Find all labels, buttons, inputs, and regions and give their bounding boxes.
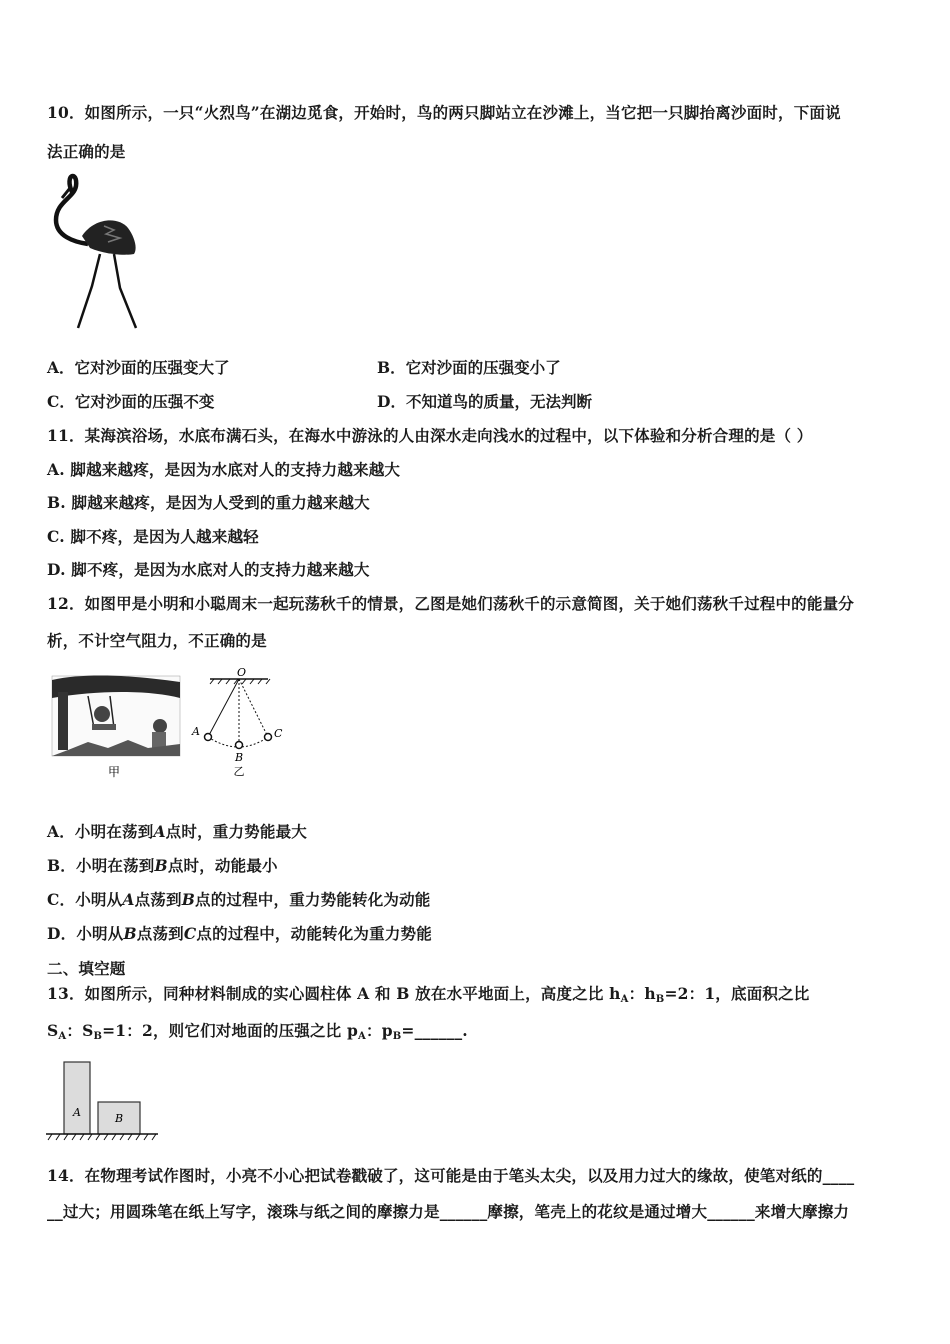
string-to-c: [239, 679, 268, 737]
flamingo-leg-left: [78, 254, 100, 328]
child-standing-body: [152, 732, 166, 748]
ball-a: [205, 734, 212, 741]
figure-label-yi: 乙: [233, 765, 245, 778]
q11-stem: 11．某海滨浴场，水底布满石头，在海水中游泳的人由深水走向浅水的过程中，以下体验和分析合理的是（ ）: [47, 426, 813, 445]
cylinder-b-label: B: [114, 1112, 124, 1125]
flamingo-figure: [44, 168, 144, 333]
cylinder-a-label: A: [73, 1106, 81, 1119]
figure-label-jia: 甲: [107, 765, 121, 779]
q10-option-c: C．它对沙面的压强不变: [47, 392, 215, 411]
swing-seat: [92, 724, 116, 730]
q10-option-a: A．它对沙面的压强变大了: [47, 358, 230, 377]
point-label-c: C: [274, 727, 283, 740]
q11-option-b: B. 脚越来越疼，是因为人受到的重力越来越大: [47, 493, 370, 512]
tree-trunk: [58, 692, 68, 750]
cylinders-figure: [44, 1058, 160, 1142]
q12-stem-line2: 析，不计空气阻力，不正确的是: [47, 631, 267, 650]
swing-scene-figure: [48, 668, 188, 780]
pendulum-diagram: [190, 665, 290, 780]
q12-option-a: A．小明在荡到A点时，重力势能最大: [47, 822, 307, 841]
q12-option-d: D．小明从B点荡到C点的过程中，动能转化为重力势能: [47, 924, 432, 943]
flamingo-leg-right: [114, 254, 136, 328]
ball-c: [265, 734, 272, 741]
q11-option-a: A. 脚越来越疼，是因为水底对人的支持力越来越大: [47, 460, 401, 479]
q10-option-d: D．不知道鸟的质量，无法判断: [377, 392, 592, 411]
q10-stem-line2: 法正确的是: [47, 142, 126, 161]
q11-option-d: D. 脚不疼，是因为水底对人的支持力越来越大: [47, 560, 370, 579]
ground-hatching: [48, 1134, 156, 1140]
point-label-o: O: [237, 666, 247, 679]
section-heading-fill-in: 二、填空题: [47, 959, 126, 978]
q11-option-c: C. 脚不疼，是因为人越来越轻: [47, 527, 259, 546]
child-standing: [153, 719, 167, 733]
string-to-a: [208, 679, 239, 737]
cylinder-a: [64, 1062, 90, 1134]
q14-stem-line2: __过大；用圆珠笔在纸上写字，滚珠与纸之间的摩擦力是______摩擦，笔壳上的花纹是通过增大______来增大摩擦力: [47, 1202, 850, 1221]
q14-stem-line1: 14．在物理考试作图时，小亮不小心把试卷戳破了，这可能是由于笔头太尖，以及用力过大的缘故，使笔对纸的____: [47, 1166, 855, 1185]
flamingo-neck: [56, 176, 88, 244]
q13-stem-line1: 13．如图所示，同种材料制成的实心圆柱体 A 和 B 放在水平地面上，高度之比 $h_A$：$h_B=2$：1，底面积之比: [47, 984, 810, 1005]
q10-stem-line1: 10．如图所示，一只“火烈鸟”在湖边觅食，开始时，鸟的两只脚站立在沙滩上，当它把一只脚抬离沙面时，下面说: [47, 103, 841, 122]
q10-option-b: B．它对沙面的压强变小了: [377, 358, 561, 377]
q12-option-b: B．小明在荡到B点时，动能最小: [47, 856, 278, 875]
point-label-a: A: [192, 725, 200, 738]
child-on-swing: [94, 706, 110, 722]
ball-b: [236, 742, 243, 749]
q12-option-c: C．小明从A点荡到B点的过程中，重力势能转化为动能: [47, 890, 431, 909]
q12-stem-line1: 12．如图甲是小明和小聪周末一起玩荡秋千的情景，乙图是她们荡秋千的示意简图，关于她们荡秋千过程中的能量分: [47, 594, 854, 613]
flamingo-body: [82, 220, 136, 254]
point-label-b: B: [235, 751, 244, 764]
q13-stem-line2: $S_A$：$S_B=1$：2，则它们对地面的压强之比 $p_A$：$p_B=\_\_\_\_\_\_$.: [47, 1021, 468, 1042]
